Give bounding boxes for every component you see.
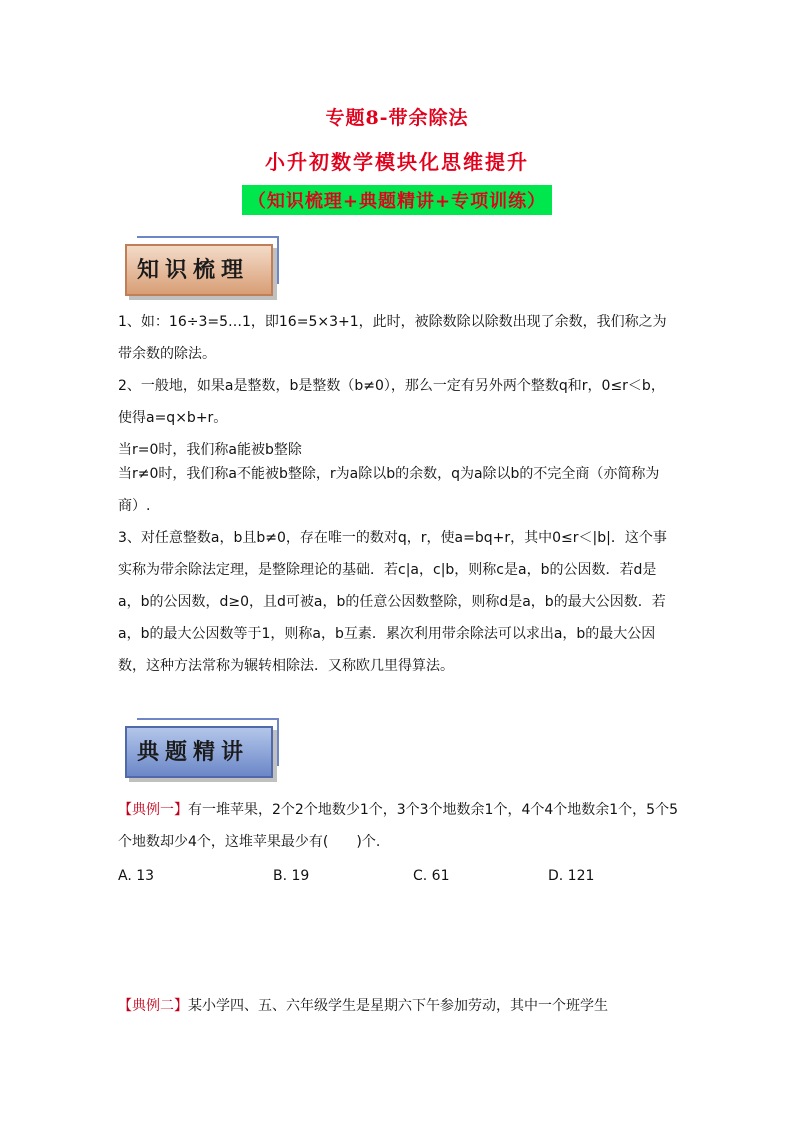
example-2 (118, 990, 678, 1022)
example-2-label: 【典例二】 (118, 998, 188, 1014)
example-1-text: 有一堆苹果，2个2个地数少1个，3个3个地数余1个，4个4个地数余1个，5个5个地数却少4个，这堆苹果最少有( )个. (118, 802, 678, 850)
choice-list (118, 868, 678, 896)
example-1-label: 【典例一】 (118, 802, 188, 818)
paragraph-2: 2、一般地，如果a是整数，b是整数（b≠0），那么一定有另外两个整数q和r，0≤r＜b，使得a=q×b+r。 (118, 378, 665, 426)
choice-a: A. 13 (118, 868, 155, 884)
example-1 (118, 794, 678, 858)
page-subtitle: 小升初数学模块化思维提升 (265, 150, 529, 174)
page-tag: （知识梳理+典题精讲+专项训练） (242, 185, 552, 215)
paragraph-5: 3、对任意整数a，b且b≠0，存在唯一的数对q，r，使a=bq+r，其中0≤r＜|b|．这个事实称为带余除法定理，是整除理论的基础．若c|a，c|b，则称c是a，b的公因数．若d是a，b的公因数，d≥0，且d可被a，b的任意公因数整除，则称d是a，b的最大公因数．若a，b的最大公因数等于1，则称a，b互素．累次利用带余除法可以求出a，b的最大公因数，这种方法常称为辗转相除法．又称欧几里得算法。 (118, 530, 667, 674)
page-title: 专题8-带余除法 (325, 107, 469, 129)
paragraph-4: 当r≠0时，我们称a不能被b整除，r为a除以b的余数，q为a除以b的不完全商（亦简称为商）. (118, 466, 660, 514)
section-heading-examples: 典题精讲 (125, 726, 273, 778)
choice-b: B. 19 (273, 868, 310, 884)
choice-c: C. 61 (413, 868, 450, 884)
choice-d: D. 121 (548, 868, 595, 884)
paragraph-3: 当r=0时，我们称a能被b整除 (118, 442, 302, 458)
section-heading-knowledge: 知识梳理 (125, 244, 273, 296)
example-2-text: 某小学四、五、六年级学生是星期六下午参加劳动，其中一个班学生 (188, 998, 608, 1014)
paragraph-1: 1、如：16÷3=5…1，即16=5×3+1，此时，被除数除以除数出现了余数，我们称之为带余数的除法。 (118, 314, 667, 362)
tag-wrapper (0, 185, 794, 215)
